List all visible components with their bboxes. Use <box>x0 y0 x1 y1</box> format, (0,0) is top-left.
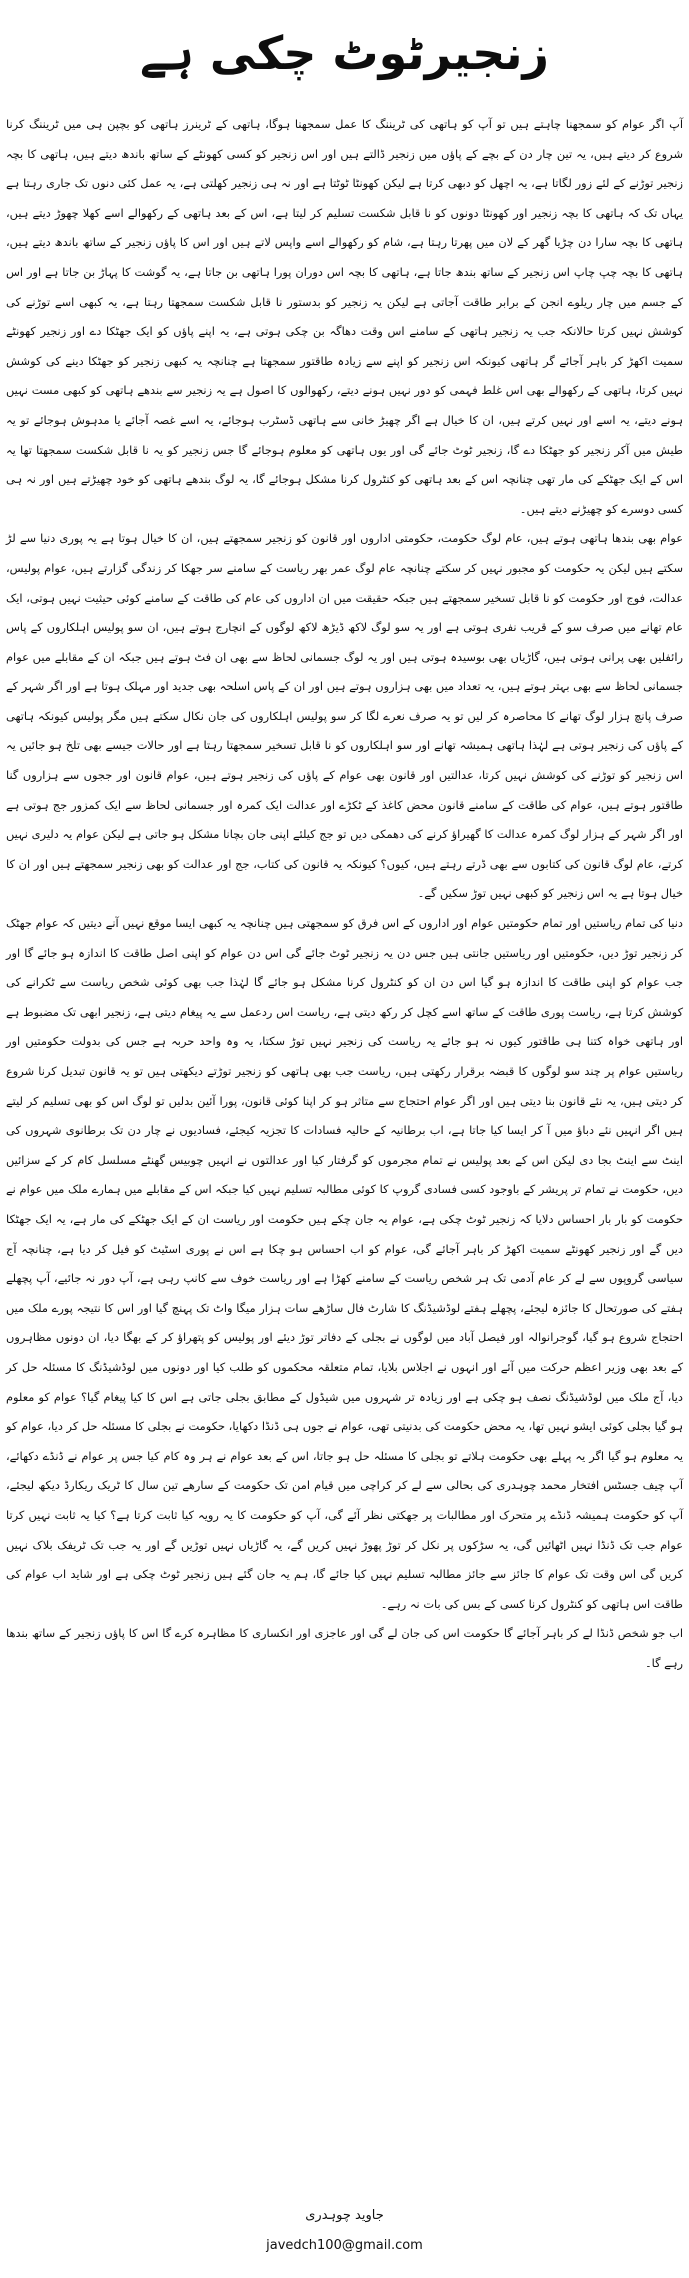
article-paragraph: آپ اگر عوام کو سمجھنا چاہتے ہیں تو آپ کو ہاتھی کی ٹریننگ کا عمل سمجھنا ہوگا، ہاتھی کے ٹرینرز ہاتھی کو بچپن ہی میں ٹریننگ کرنا شروع کر دیتے ہیں، یہ تین چار دن کے بچے کے پاؤں میں زنجیر ڈالتے ہیں اور اس زنجیر کو کسی کھونٹے کے ساتھ باندھ دیتے ہیں، ہاتھی کا بچہ زنجیر توڑنے کے لئے زور لگاتا ہے، یہ اچھل کو دبھی کرتا ہے لیکن کھونٹا ٹوٹتا ہے اور نہ ہی زنجیر کھلتی ہے، یہ عمل کئی دنوں تک جاری رہتا ہے یہاں تک کہ ہاتھی کا بچہ زنجیر اور کھونٹا دونوں کو نا قابل شکست تسلیم کر لیتا ہے، اس کے بعد ہاتھی کے رکھوالے اسے کھلا چھوڑ دیتے ہیں، ہاتھی کا بچہ سارا دن چڑیا گھر کے لان میں پھرتا رہتا ہے، شام کو رکھوالے اسے واپس لاتے ہیں اور اس کا پاؤں زنجیر کے ساتھ باندھ دیتے ہیں، ہاتھی کا بچہ چپ چاپ اس زنجیر کے ساتھ بندھ جاتا ہے، ہاتھی کا بچہ اس دوران پورا ہاتھی بن جاتا ہے، یہ گوشت کا پہاڑ بن جاتا ہے اور اس کے جسم میں چار ریلوے انجن کے برابر طاقت آجاتی ہے لیکن یہ زنجیر کو بدستور نا قابل شکست سمجھتا رہتا ہے، یہ کبھی اسے توڑنے کی کوشش نہیں کرتا حالانکہ جب یہ زنجیر ہاتھی کے سامنے اس وقت دھاگہ بن چکی ہوتی ہے، یہ اپنے پاؤں کو ایک جھٹکا دے اور زنجیر کھونٹے سمیت اکھڑ کر باہر آجائے گر ہاتھی کیونکہ اس زنجیر کو اپنے سے زیادہ طاقتور سمجھتا ہے چنانچہ یہ کبھی زنجیر کو جھٹکا دینے کی کوشش نہیں کرتا، ہاتھی کے رکھوالے بھی اس غلط فہمی کو دور نہیں ہونے دیتے، رکھوالوں کا اصول ہے یہ زنجیر سے بندھے ہاتھی کو کبھی مست نہیں ہونے دیتے، یہ اسے اور نہیں کرتے ہیں، ان کا خیال ہے اگر چھیڑ خانی سے ہاتھی ڈسٹرب ہوجائے، یہ اسے غصہ آجائے یا مدہوش ہوجائے تو یہ طیش میں آکر زنجیر کو جھٹکا دے گا، زنجیر ٹوٹ جائے گی اور یوں ہاتھی کو معلوم ہوجائے گا جس زنجیر کو یہ نا قابل شکست سمجھتا تھا یہ اس کے ایک جھٹکے کی مار تھی چنانچہ اس کے بعد ہاتھی کو کنٹرول کرنا مشکل ہوجائے گا، یہ لوگ بندھے ہاتھی کو خود چھیڑتے ہیں اور نہ ہی کسی دوسرے کو چھیڑنے دیتے ہیں۔ <box>6 117 683 516</box>
article-paragraph: دنیا کی تمام ریاستیں اور تمام حکومتیں عوام اور اداروں کے اس فرق کو سمجھتی ہیں چنانچہ یہ کبھی ایسا موقع نہیں آنے دیتیں کہ عوام جھٹک کر زنجیر توڑ دیں، حکومتیں اور ریاستیں جانتی ہیں جس دن یہ زنجیر ٹوٹ جائے گی اس دن عوام کو اپنی اصل طاقت کا اندازہ ہو جائے گا اور جب عوام کو اپنی طاقت کا اندازہ ہو گیا اس دن ان کو کنٹرول کرنا مشکل ہو جائے گا لہٰذا جب بھی کوئی شخص ریاست سے ٹکرانے کی کوشش کرتا ہے، ریاست پوری طاقت کے ساتھ اسے کچل کر رکھ دیتی ہے، ریاست اس ردعمل سے یہ پیغام دیتی ہے، زنجیر ابھی تک مضبوط ہے اور ہاتھی خواہ کتنا ہی طاقتور کیوں نہ ہو جائے یہ ریاست کی زنجیر نہیں توڑ سکتا، یہ وہ واحد حربہ ہے جس کی بدولت حکومتیں اور ریاستیں عوام پر چند سو لوگوں کا قبضہ برقرار رکھتی ہیں، ریاست جب بھی ہاتھی کو زنجیر توڑتے دیکھتی ہیں تو یہ قانون تبدیل کرنا شروع کر دیتی ہیں، یہ نئے قانون بنا دیتی ہیں اور اگر عوام احتجاج سے متاثر ہو کر اپنا کوئی قانون، پورا آئین بدلیں تو لوگ اس کو بھی تسلیم کر لیتے ہیں اگر انہیں نئے دباؤ میں آ کر ایسا کیا جاتا ہے، اب برطانیہ کے حالیہ فسادات کا تجزیہ کیجئے، فسادیوں نے چار دن تک برطانوی شہروں کی اینٹ سے اینٹ بجا دی لیکن اس کے بعد پولیس نے تمام مجرموں کو گرفتار کیا اور عدالتوں نے انہیں چوبیس گھنٹے مسلسل کام کر کے سزائیں دیں، حکومت نے تمام تر پریشر کے باوجود کسی فسادی گروپ کا کوئی مطالبہ تسلیم نہیں کیا جبکہ اس کے مقابلے میں ہمارے ملک میں عوام نے حکومت کو بار بار احساس دلایا کہ زنجیر ٹوٹ چکی ہے، عوام یہ جان چکے ہیں حکومت اور ریاست ان کے ایک جھٹکے کی مار ہے، یہ ایک جھٹکا دیں گے اور زنجیر کھونٹے سمیت اکھڑ کر باہر آجائے گی، عوام کو اب احساس ہو چکا ہے اس نے پوری اسٹیٹ کو فیل کر دیا ہے، چنانچہ آج سیاسی گروپوں سے لے کر عام آدمی تک ہر شخص ریاست کے سامنے کھڑا ہے اور ریاست خوف سے کانپ رہی ہے، آپ دور نہ جائیے، آپ پچھلے ہفتے کی صورتحال کا جائزہ لیجئے، پچھلے ہفتے لوڈشیڈنگ کا شارٹ فال ساڑھے سات ہزار میگا واٹ تک پہنچ گیا اور اس کا نتیجہ پورے ملک میں احتجاج شروع ہو گیا، گوجرانوالہ اور فیصل آباد میں لوگوں نے بجلی کے دفاتر توڑ دیئے اور پولیس کو پتھراؤ کر کے بھگا دیا، ان دونوں مظاہروں کے بعد بھی وزیر اعظم حرکت میں آئے اور انہوں نے اجلاس بلایا، تمام متعلقہ محکموں کو طلب کیا اور دونوں میں لوڈشیڈنگ کا مسئلہ حل کر دیا، آج ملک میں لوڈشیڈنگ نصف ہو چکی ہے اور زیادہ تر شہروں میں شیڈول کے مطابق بجلی جاتی ہے اس کا کیا پیغام گیا؟ عوام کو معلوم ہو گیا بجلی کوئی ایشو نہیں تھا، یہ محض حکومت کی بدنیتی تھی، عوام نے جوں ہی ڈنڈا دکھایا، حکومت نے بجلی کا مسئلہ حل کر دیا، عوام کو یہ معلوم ہو گیا اگر یہ پہلے بھی حکومت ہلاتے تو بجلی کا مسئلہ حل ہو جاتا، اس کے بعد عوام نے ہر وہ کام کیا جس پر عوام نے ڈنڈے دکھائے، آپ چیف جسٹس افتخار محمد چوہدری کی بحالی سے لے کر کراچی میں قیام امن تک حکومت کے سارھے تین سال کا ٹریک ریکارڈ دیکھ لیجئے، آپ کو حکومت ہمیشہ ڈنڈے پر متحرک اور مطالبات پر جھکتی نظر آئے گی، آپ کو حکومت کا یہ رویہ کیا ثابت کرتا ہے؟ کیا یہ ثابت نہیں کرتا عوام جب تک ڈنڈا نہیں اٹھائیں گی، یہ سڑکوں پر نکل کر توڑ پھوڑ نہیں کریں گے، یہ گاڑیاں نہیں توڑیں گے اور یہ جب تک ٹریفک بلاک نہیں کریں گی اس وقت تک عوام کا جائز سے جائز مطالبہ تسلیم نہیں کیا جائے گا، ہم یہ جان گئے ہیں زنجیر ٹوٹ چکی ہے اور شاید اب عوام کی طاقت اس ہاتھی کو کنٹرول کرنا کسی کے بس کی بات نہ رہے۔ <box>6 916 683 1611</box>
article-headline: زنجیرٹوٹ چکی ہے <box>139 26 549 80</box>
article-paragraph: عوام بھی بندھا ہاتھی ہوتے ہیں، عام لوگ حکومت، حکومتی اداروں اور قانون کو زنجیر سمجھتے ہیں، ان کا خیال ہوتا ہے یہ پوری دنیا سے لڑ سکتے ہیں لیکن یہ حکومت کو مجبور نہیں کر سکتے چنانچہ عام لوگ عمر بھر ریاست کے سامنے سر جھکا کر زندگی گزارتے ہیں، عوام پولیس، عدالت، فوج اور حکومت کو نا قابل تسخیر سمجھتے ہیں جبکہ حقیقت میں ان اداروں کی عام کی طاقت کے سامنے کوئی حیثیت نہیں ہوتی، ایک عام تھانے میں صرف سو کے قریب نفری ہوتی ہے اور یہ سو لوگ لاکھ ڈیڑھ لاکھ لوگوں کے انچارج ہوتے ہیں، ان سو پولیس اہلکاروں کے پاس رائفلیں بھی پرانی ہوتی ہیں، گاڑیاں بھی بوسیدہ ہوتی ہیں اور یہ لوگ جسمانی لحاظ سے بھی ان فٹ ہوتے ہیں جبکہ ان کے مقابلے میں عوام جسمانی لحاظ سے بھی بہتر ہوتے ہیں، یہ تعداد میں بھی ہزاروں ہوتے ہیں اور ان کے پاس اسلحہ بھی جدید اور مہلک ہوتا ہے اور اگر شہر کے صرف پانچ ہزار لوگ تھانے کا محاصرہ کر لیں تو یہ صرف نعرے لگا کر سو پولیس اہلکاروں کی جان نکال سکتے ہیں مگر پولیس کیونکہ ہاتھی کے پاؤں کی زنجیر ہوتی ہے لہٰذا ہاتھی ہمیشہ تھانے اور سو اہلکاروں کو نا قابل تسخیر سمجھتا رہتا ہے اور حالات جیسے بھی تلخ ہو جائیں یہ اس زنجیر کو توڑنے کی کوشش نہیں کرتا، عدالتیں اور قانون بھی عوام کے پاؤں کی زنجیر ہوتے ہیں، عوام قانون اور ججوں سے ہزاروں گنا طاقتور ہوتے ہیں، عوام کی طاقت کے سامنے قانون محض کاغذ کے ٹکڑے اور عدالت ایک کمرہ اور جسمانی لحاظ سے ایک کمزور جج ہوتی ہے اور اگر شہر کے ہزار لوگ کمرہ عدالت کا گھیراؤ کرنے کی دھمکی دیں تو جج کیلئے اپنی جان بچانا مشکل ہو جاتی ہے لیکن عوام یہ دلیری نہیں کرتے، عام لوگ قانون کی کتابوں سے بھی ڈرتے رہتے ہیں، کیوں؟ کیونکہ یہ قانون کی کتاب، جج اور عدالت کو بھی زنجیر سمجھتے ہیں اور ان کا خیال ہوتا ہے یہ اس زنجیر کو کبھی نہیں توڑ سکیں گے۔ <box>6 531 683 901</box>
article-body <box>6 110 683 1678</box>
author-email[interactable]: javedch100@gmail.com <box>266 2238 423 2253</box>
article-paragraph: اب جو شخص ڈنڈا لے کر باہر آجائے گا حکومت اس کی جان لے گی اور عاجزی اور انکساری کا مظاہرہ کرے گا اس کا پاؤں زنجیر کے ساتھ بندھا رہے گا۔ <box>6 1626 683 1670</box>
author-name: جاوید چوہدری <box>305 2208 384 2223</box>
